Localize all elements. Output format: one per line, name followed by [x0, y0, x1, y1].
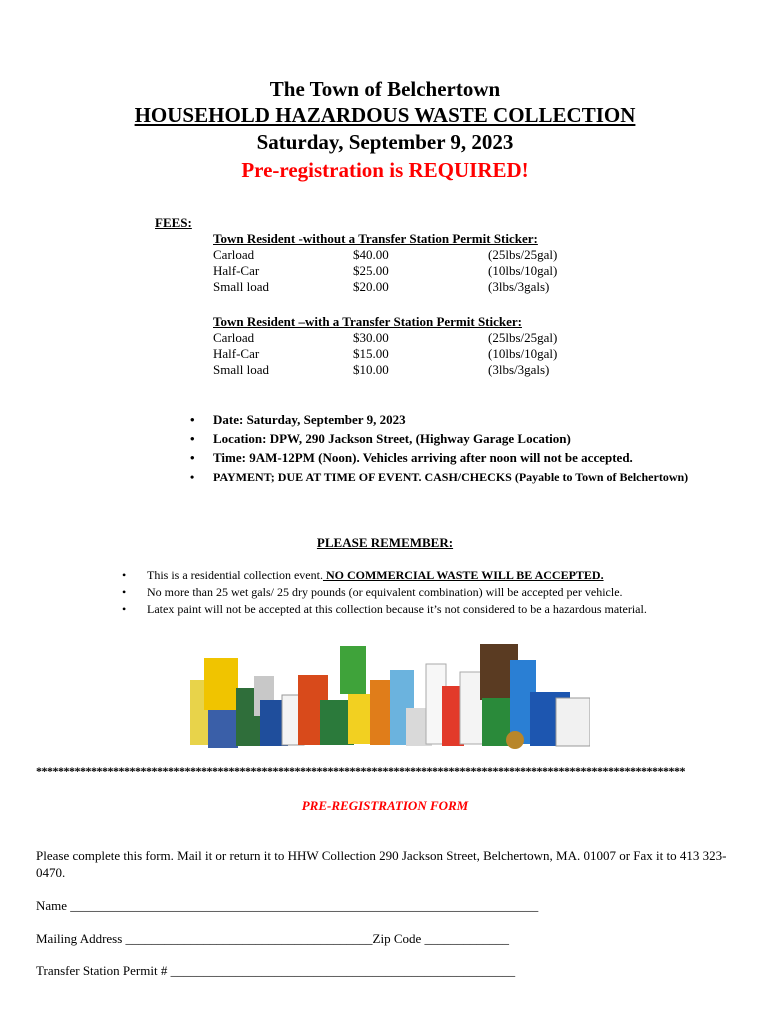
fee-limit: (10lbs/10gal) — [488, 263, 558, 278]
fee-limit: (10lbs/10gal) — [488, 346, 558, 361]
fee-type: Carload — [213, 247, 255, 262]
event-title: HOUSEHOLD HAZARDOUS WASTE COLLECTION — [134, 103, 636, 127]
fee-price: $10.00 — [353, 362, 389, 377]
fee-row — [213, 279, 550, 295]
name-field[interactable]: Name ________________________________________________________________________ — [36, 898, 539, 913]
product-box — [556, 698, 590, 746]
product-can — [208, 710, 238, 748]
fee-row — [213, 362, 550, 378]
list-item — [190, 429, 720, 448]
registration-notice: Pre-registration is REQUIRED! — [241, 158, 529, 182]
hazardous-products-image — [190, 640, 590, 750]
product-can — [204, 658, 238, 710]
fee-type: Half-Car — [213, 263, 260, 278]
fee-row — [213, 247, 558, 263]
fee-price: $30.00 — [353, 330, 389, 345]
list-item — [190, 410, 720, 429]
fee-limit: (25lbs/25gal) — [488, 247, 558, 262]
commercial-warning: NO COMMERCIAL WASTE WILL BE ACCEPTED. — [322, 568, 604, 582]
fee-price: $40.00 — [353, 247, 389, 262]
fee-row — [213, 330, 558, 346]
list-item — [190, 469, 720, 486]
fee-type: Carload — [213, 330, 255, 345]
product-lid — [506, 731, 524, 749]
bullet-icon: • — [190, 450, 195, 465]
fee-type: Small load — [213, 279, 269, 294]
bullet-icon: • — [190, 412, 195, 427]
fee-limit: (3lbs/3gals) — [488, 279, 550, 294]
quantity-limit-note: No more than 25 wet gals/ 25 dry pounds (or equivalent combination) will be accepted per vehicle. — [147, 585, 623, 599]
list-item — [122, 567, 762, 584]
form-title: PRE-REGISTRATION FORM — [301, 798, 469, 813]
bullet-icon: • — [122, 602, 127, 616]
event-time: Time: 9AM-12PM (Noon). Vehicles arriving after noon will not be accepted. — [213, 450, 633, 465]
fee-price: $25.00 — [353, 263, 389, 278]
remember-list — [122, 567, 762, 618]
product-jug — [340, 646, 366, 694]
fees-without-permit — [213, 231, 558, 295]
fees-with-permit — [213, 314, 558, 378]
bullet-icon: • — [122, 585, 127, 599]
fee-type: Small load — [213, 362, 269, 377]
mailing-address-field[interactable]: Mailing Address ______________________________________Zip Code _____________ — [36, 931, 510, 946]
event-date: Date: Saturday, September 9, 2023 — [213, 412, 406, 427]
fee-price: $20.00 — [353, 279, 389, 294]
product-bottle — [370, 680, 392, 745]
remember-heading: PLEASE REMEMBER: — [316, 535, 454, 550]
fee-limit: (3lbs/3gals) — [488, 362, 550, 377]
fees-without-permit-heading: Town Resident -without a Transfer Station Permit Sticker: — [213, 231, 538, 246]
bullet-icon: • — [122, 568, 127, 582]
event-details-list — [190, 410, 720, 486]
list-item — [190, 448, 720, 467]
bullet-icon: • — [190, 470, 195, 484]
fee-type: Half-Car — [213, 346, 260, 361]
list-item — [122, 601, 762, 618]
residential-note: This is a residential collection event. — [147, 568, 323, 582]
fees-label: FEES: — [155, 215, 192, 230]
fees-with-permit-heading: Town Resident –with a Transfer Station Permit Sticker: — [213, 314, 522, 329]
form-instructions: Please complete this form. Mail it or return it to HHW Collection 290 Jackson Street, Belchertown, MA. 01007 or Fax it to 413 323-0470. — [36, 848, 727, 880]
section-divider: ********************************************************************************************************************** — [36, 764, 685, 778]
latex-paint-note: Latex paint will not be accepted at this collection because it’s not considered to be a hazardous material. — [147, 602, 647, 616]
town-title: The Town of Belchertown — [269, 77, 501, 101]
transfer-permit-field[interactable]: Transfer Station Permit # _____________________________________________________ — [36, 963, 516, 978]
event-date-title: Saturday, September 9, 2023 — [256, 130, 514, 154]
fee-price: $15.00 — [353, 346, 389, 361]
list-item — [122, 584, 762, 601]
bullet-icon: • — [190, 431, 195, 446]
event-location: Location: DPW, 290 Jackson Street, (Highway Garage Location) — [213, 431, 571, 446]
fee-row — [213, 346, 558, 362]
fee-limit: (25lbs/25gal) — [488, 330, 558, 345]
fee-row — [213, 263, 558, 279]
event-payment: PAYMENT; DUE AT TIME OF EVENT. CASH/CHECKS (Payable to Town of Belchertown) — [213, 470, 689, 484]
title-block — [0, 76, 770, 184]
